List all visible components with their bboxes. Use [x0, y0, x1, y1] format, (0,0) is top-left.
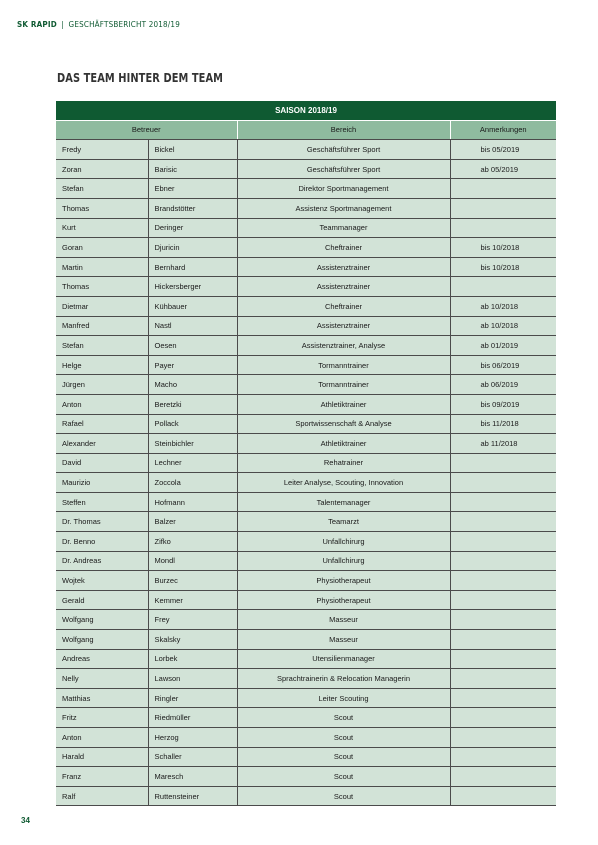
area-cell: Masseur [237, 630, 450, 650]
notes-cell [450, 786, 556, 806]
area-cell: Cheftrainer [237, 238, 450, 258]
first-name-cell: Manfred [56, 316, 148, 336]
area-cell: Scout [237, 747, 450, 767]
table-row [56, 277, 556, 297]
table-row [56, 218, 556, 238]
first-name-cell: Rafael [56, 414, 148, 434]
table-row [56, 198, 556, 218]
first-name-cell: Helge [56, 355, 148, 375]
notes-cell: bis 05/2019 [450, 140, 556, 160]
notes-cell: bis 09/2019 [450, 394, 556, 414]
first-name-cell: Maurizio [56, 473, 148, 493]
area-cell: Assistenztrainer [237, 257, 450, 277]
last-name-cell: Zoccola [148, 473, 237, 493]
table-row [56, 708, 556, 728]
page-title: DAS TEAM HINTER DEM TEAM [57, 71, 224, 85]
table-row [56, 394, 556, 414]
table-row [56, 630, 556, 650]
first-name-cell: Martin [56, 257, 148, 277]
notes-cell: ab 10/2018 [450, 296, 556, 316]
last-name-cell: Maresch [148, 767, 237, 787]
first-name-cell: Dr. Benno [56, 532, 148, 552]
last-name-cell: Kemmer [148, 590, 237, 610]
last-name-cell: Mondl [148, 551, 237, 571]
last-name-cell: Ebner [148, 179, 237, 199]
table-row [56, 747, 556, 767]
area-cell: Sportwissenschaft & Analyse [237, 414, 450, 434]
last-name-cell: Riedmüller [148, 708, 237, 728]
area-cell: Athletiktrainer [237, 434, 450, 454]
last-name-cell: Steinbichler [148, 434, 237, 454]
first-name-cell: Matthias [56, 688, 148, 708]
first-name-cell: Anton [56, 394, 148, 414]
table-row [56, 316, 556, 336]
table-row [56, 610, 556, 630]
table-row [56, 551, 556, 571]
first-name-cell: Gerald [56, 590, 148, 610]
table-row [56, 590, 556, 610]
notes-cell [450, 669, 556, 689]
area-cell: Geschäftsführer Sport [237, 140, 450, 160]
first-name-cell: Jürgen [56, 375, 148, 395]
notes-cell: bis 10/2018 [450, 257, 556, 277]
area-cell: Assistenztrainer [237, 277, 450, 297]
area-cell: Unfallchirurg [237, 551, 450, 571]
last-name-cell: Herzog [148, 728, 237, 748]
notes-cell [450, 551, 556, 571]
notes-cell [450, 198, 556, 218]
notes-cell [450, 708, 556, 728]
area-cell: Direktor Sportmanagement [237, 179, 450, 199]
last-name-cell: Nastl [148, 316, 237, 336]
notes-cell [450, 590, 556, 610]
first-name-cell: Steffen [56, 492, 148, 512]
area-cell: Physiotherapeut [237, 571, 450, 591]
last-name-cell: Hickersberger [148, 277, 237, 297]
first-name-cell: Ralf [56, 786, 148, 806]
notes-cell [450, 179, 556, 199]
last-name-cell: Zifko [148, 532, 237, 552]
notes-cell [450, 218, 556, 238]
first-name-cell: Fritz [56, 708, 148, 728]
first-name-cell: Stefan [56, 179, 148, 199]
table-row [56, 296, 556, 316]
last-name-cell: Lechner [148, 453, 237, 473]
last-name-cell: Ruttensteiner [148, 786, 237, 806]
area-cell: Teammanager [237, 218, 450, 238]
notes-cell [450, 747, 556, 767]
last-name-cell: Brandstötter [148, 198, 237, 218]
area-cell: Teamarzt [237, 512, 450, 532]
table-row [56, 492, 556, 512]
last-name-cell: Balzer [148, 512, 237, 532]
area-cell: Assistenz Sportmanagement [237, 198, 450, 218]
table-row [56, 453, 556, 473]
area-cell: Unfallchirurg [237, 532, 450, 552]
first-name-cell: Alexander [56, 434, 148, 454]
first-name-cell: Zoran [56, 159, 148, 179]
table-row [56, 532, 556, 552]
table-row [56, 238, 556, 258]
table-row [56, 512, 556, 532]
header-separator: | [61, 20, 65, 29]
first-name-cell: Wolfgang [56, 630, 148, 650]
report-title: GESCHÄFTSBERICHT 2018/19 [68, 20, 180, 29]
area-cell: Sprachtrainerin & Relocation Managerin [237, 669, 450, 689]
last-name-cell: Deringer [148, 218, 237, 238]
first-name-cell: Thomas [56, 198, 148, 218]
last-name-cell: Hofmann [148, 492, 237, 512]
area-cell: Scout [237, 767, 450, 787]
last-name-cell: Barisic [148, 159, 237, 179]
last-name-cell: Oesen [148, 336, 237, 356]
last-name-cell: Burzec [148, 571, 237, 591]
table-row [56, 179, 556, 199]
notes-cell [450, 473, 556, 493]
table-row [56, 688, 556, 708]
table-row [56, 414, 556, 434]
area-cell: Assistenztrainer, Analyse [237, 336, 450, 356]
table-row [56, 786, 556, 806]
table-row [56, 159, 556, 179]
first-name-cell: David [56, 453, 148, 473]
notes-cell: bis 06/2019 [450, 355, 556, 375]
last-name-cell: Macho [148, 375, 237, 395]
notes-cell [450, 649, 556, 669]
last-name-cell: Lorbek [148, 649, 237, 669]
table-body [56, 140, 556, 806]
area-cell: Scout [237, 708, 450, 728]
first-name-cell: Wojtek [56, 571, 148, 591]
notes-cell [450, 492, 556, 512]
table-row [56, 140, 556, 160]
area-cell: Utensilienmanager [237, 649, 450, 669]
last-name-cell: Schaller [148, 747, 237, 767]
area-cell: Physiotherapeut [237, 590, 450, 610]
table-row [56, 767, 556, 787]
table-row [56, 571, 556, 591]
notes-cell: bis 11/2018 [450, 414, 556, 434]
first-name-cell: Dr. Andreas [56, 551, 148, 571]
first-name-cell: Andreas [56, 649, 148, 669]
notes-cell [450, 728, 556, 748]
notes-cell [450, 571, 556, 591]
first-name-cell: Harald [56, 747, 148, 767]
notes-cell [450, 688, 556, 708]
running-header [17, 20, 180, 29]
last-name-cell: Beretzki [148, 394, 237, 414]
first-name-cell: Kurt [56, 218, 148, 238]
notes-cell: ab 11/2018 [450, 434, 556, 454]
first-name-cell: Anton [56, 728, 148, 748]
last-name-cell: Djuricin [148, 238, 237, 258]
season-label: SAISON 2018/19 [56, 101, 556, 120]
brand-name: SK RAPID [17, 20, 57, 29]
first-name-cell: Franz [56, 767, 148, 787]
last-name-cell: Frey [148, 610, 237, 630]
staff-table [56, 101, 556, 806]
column-header-notes: Anmerkungen [450, 120, 556, 140]
area-cell: Cheftrainer [237, 296, 450, 316]
notes-cell [450, 532, 556, 552]
notes-cell [450, 512, 556, 532]
notes-cell: ab 06/2019 [450, 375, 556, 395]
notes-cell: ab 05/2019 [450, 159, 556, 179]
area-cell: Leiter Scouting [237, 688, 450, 708]
area-cell: Geschäftsführer Sport [237, 159, 450, 179]
area-cell: Leiter Analyse, Scouting, Innovation [237, 473, 450, 493]
table-row [56, 473, 556, 493]
area-cell: Tormanntrainer [237, 355, 450, 375]
table-row [56, 649, 556, 669]
notes-cell [450, 453, 556, 473]
last-name-cell: Lawson [148, 669, 237, 689]
last-name-cell: Payer [148, 355, 237, 375]
first-name-cell: Thomas [56, 277, 148, 297]
notes-cell: ab 01/2019 [450, 336, 556, 356]
last-name-cell: Pollack [148, 414, 237, 434]
table-row [56, 728, 556, 748]
notes-cell [450, 630, 556, 650]
notes-cell: ab 10/2018 [450, 316, 556, 336]
area-cell: Scout [237, 728, 450, 748]
area-cell: Assistenztrainer [237, 316, 450, 336]
first-name-cell: Dietmar [56, 296, 148, 316]
first-name-cell: Goran [56, 238, 148, 258]
notes-cell: bis 10/2018 [450, 238, 556, 258]
table-row [56, 257, 556, 277]
area-cell: Talentemanager [237, 492, 450, 512]
column-header-row [56, 120, 556, 140]
last-name-cell: Skalsky [148, 630, 237, 650]
area-cell: Masseur [237, 610, 450, 630]
season-header-row [56, 101, 556, 120]
last-name-cell: Bernhard [148, 257, 237, 277]
last-name-cell: Kühbauer [148, 296, 237, 316]
table-row [56, 375, 556, 395]
first-name-cell: Dr. Thomas [56, 512, 148, 532]
area-cell: Rehatrainer [237, 453, 450, 473]
notes-cell [450, 767, 556, 787]
page-number: 34 [21, 816, 30, 825]
table-row [56, 336, 556, 356]
first-name-cell: Wolfgang [56, 610, 148, 630]
area-cell: Athletiktrainer [237, 394, 450, 414]
area-cell: Tormanntrainer [237, 375, 450, 395]
column-header-area: Bereich [237, 120, 450, 140]
area-cell: Scout [237, 786, 450, 806]
table-row [56, 669, 556, 689]
column-header-staff: Betreuer [56, 120, 237, 140]
first-name-cell: Stefan [56, 336, 148, 356]
last-name-cell: Bickel [148, 140, 237, 160]
table-row [56, 434, 556, 454]
first-name-cell: Nelly [56, 669, 148, 689]
last-name-cell: Ringler [148, 688, 237, 708]
first-name-cell: Fredy [56, 140, 148, 160]
notes-cell [450, 277, 556, 297]
table-row [56, 355, 556, 375]
notes-cell [450, 610, 556, 630]
